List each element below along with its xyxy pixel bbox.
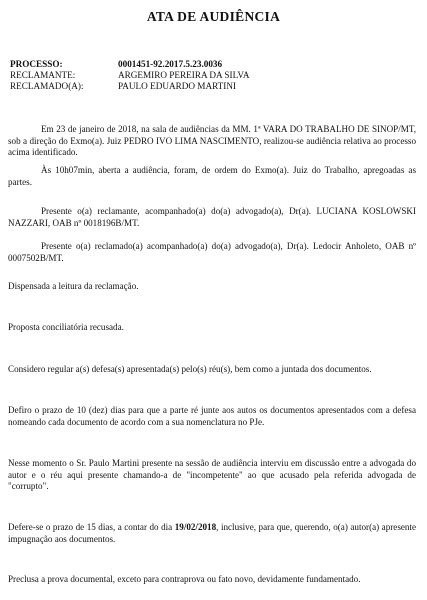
reclamado-value: PAULO EDUARDO MARTINI (118, 81, 237, 91)
document-title: ATA DE AUDIÊNCIA (146, 9, 281, 24)
impugnation-date: 19/02/2018 (174, 522, 217, 532)
reclamado-label: RECLAMADO(A): (10, 81, 84, 91)
impugnation-text-before: Defere-se o prazo de 15 dias, a contar do dia (8, 522, 175, 532)
processo-value: 0001451-92.2017.5.23.0036 (118, 59, 223, 69)
paragraph-session-open: Às 10h07min, aberta a audiência, foram, de ordem do Exmo(a). Juiz do Trabalho, apregoadas as partes. (8, 165, 416, 187)
paragraph-defense-regular: Considero regular a(s) defesa(s) apresentada(s) pelo(s) réu(s), bem como a juntada dos documentos. (8, 364, 372, 374)
reclamante-label: RECLAMANTE: (10, 70, 76, 80)
paragraph-reading-waived: Dispensada a leitura da reclamação. (8, 281, 139, 291)
paragraph-incident: Nesse momento o Sr. Paulo Martini presente na sessão de audiência interviu em discussão entre a advogada do autor e o réu aqui presente chamando-a de "incompetente" ao que acusado pela referida advogada de "corrupto". (8, 458, 416, 492)
paragraph-deadline-documents: Defiro o prazo de 10 (dez) dias para que a parte ré junte aos autos os documentos apresentados com a defesa nomeando cada documento de acordo com a sua nomenclatura no PJe. (8, 405, 416, 427)
processo-label: PROCESSO: (10, 59, 63, 69)
reclamante-value: ARGEMIRO PEREIRA DA SILVA (118, 70, 250, 80)
impugnation-text-after: , inclusive, para que, querendo, o(a) autor(a) apresente impugnação aos documentos. (8, 522, 416, 544)
paragraph-impugnation-deadline (8, 522, 416, 545)
paragraph-claimant-present: Presente o(a) reclamante, acompanhado(a) do(a) advogado(a), Dr(a). LUCIANA KOSLOWSKI NAZZARI, OAB nº 0018196B/MT. (8, 206, 416, 228)
paragraph-preclusion: Preclusa a prova documental, exceto para contraprova ou fato novo, devidamente fundamentado. (8, 574, 361, 584)
paragraph-conciliation-refused: Proposta conciliatória recusada. (8, 322, 124, 332)
paragraph-opening: Em 23 de janeiro de 2018, na sala de audiências da MM. 1ª VARA DO TRABALHO DE SINOP/MT, sob a direção do Exmo(a). Juiz PEDRO IVO LIMA NASCIMENTO, realizou-se audiência relativa ao processo acima identificado. (8, 124, 416, 158)
paragraph-defendant-present: Presente o(a) reclamado(a) acompanhado(a) do(a) advogado(a), Dr(a). Ledocir Anholeto, OAB nº 0007502B/MT. (8, 241, 416, 263)
